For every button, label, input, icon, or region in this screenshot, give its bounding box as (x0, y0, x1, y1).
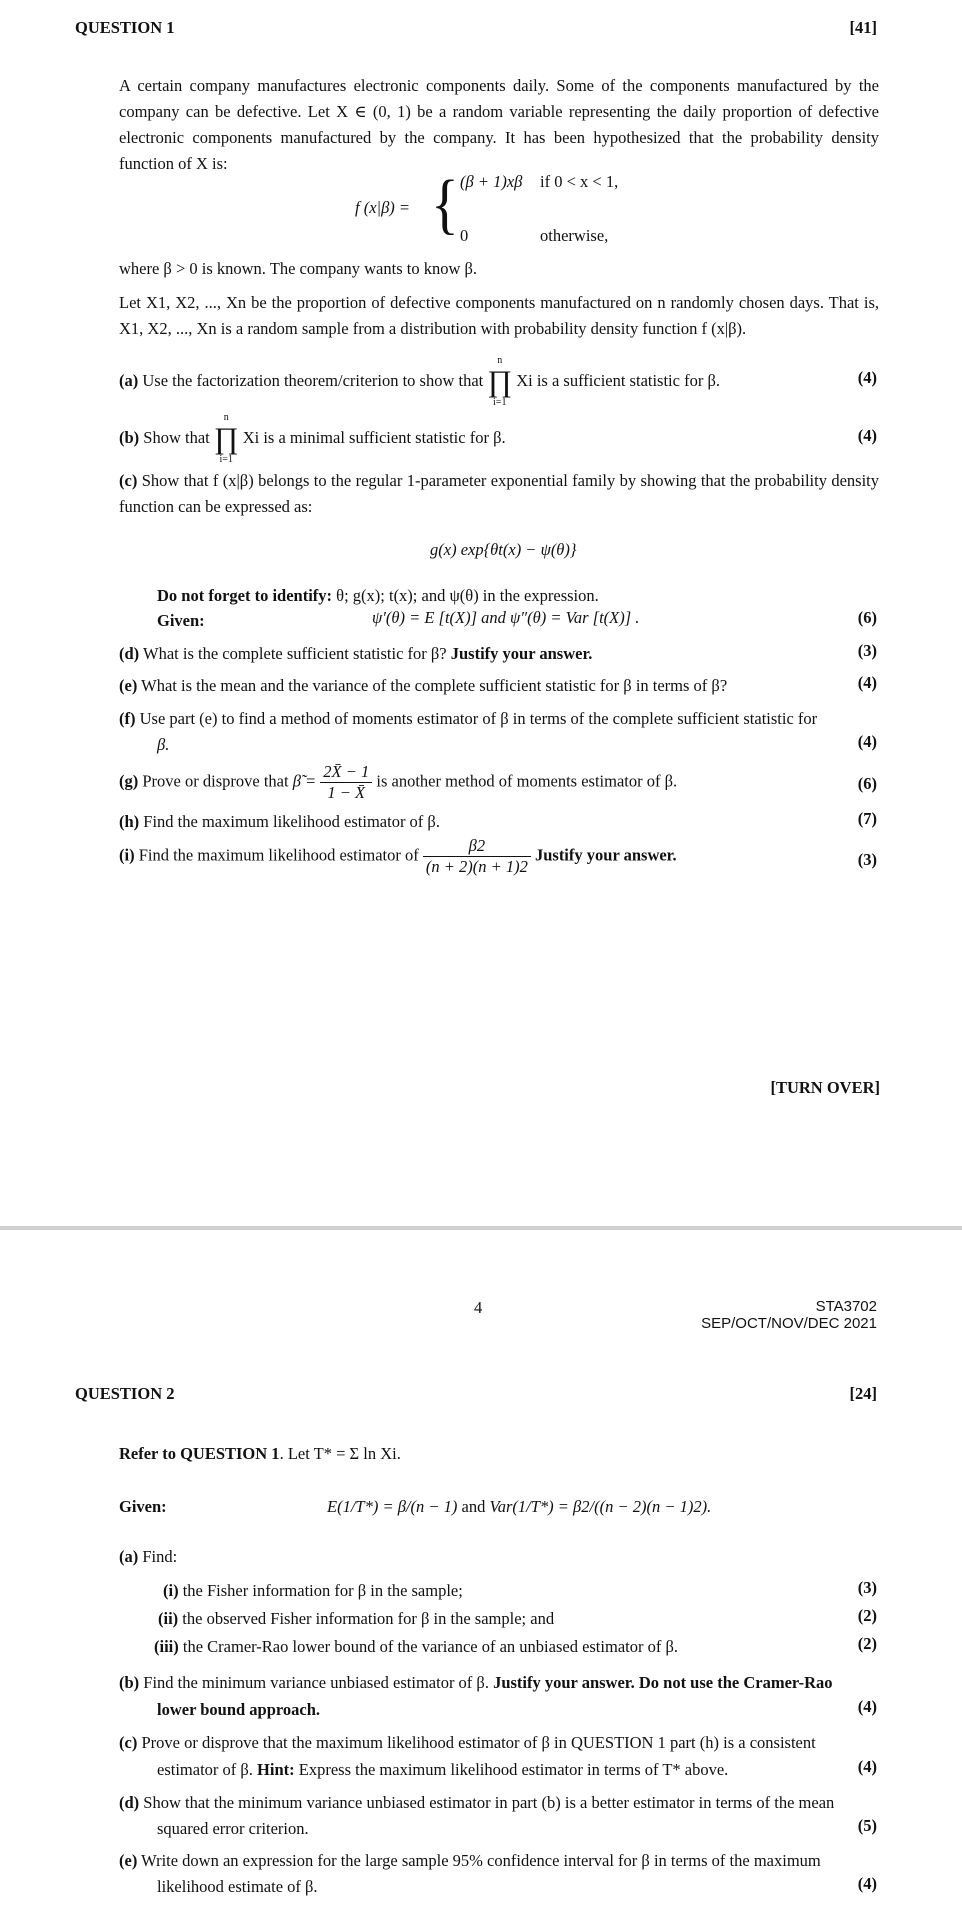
question-1g-fraction (320, 762, 372, 803)
question-1-intro: A certain company manufactures electronic components daily. Some of the components manufactured by the company can be defective. Let X ∈ (0, 1) be a random variable representing the daily proportion of defective electronic components manufactured by the company. It has been hypothesized that the probability density function of X is: (119, 76, 879, 173)
product-lower: i=1 (493, 397, 507, 408)
product-upper: n (497, 355, 503, 366)
question-1c-label: (c) (119, 471, 138, 490)
question-2aii-text: the observed Fisher information for β in the sample; and (182, 1609, 555, 1628)
question-1b-label: (b) (119, 427, 140, 447)
question-2a-text: Find: (142, 1547, 178, 1566)
question-1g-lhs: β̃ = (292, 771, 317, 791)
question-2ai-text: the Fisher information for β in the sample; (182, 1581, 463, 1600)
question-1-marks: [41] (849, 18, 877, 37)
product-sign-b: ∏ (213, 422, 239, 455)
turn-over: [TURN OVER] (770, 1078, 880, 1097)
question-2d-text: Show that the minimum variance unbiased estimator in part (b) is a better estimator in terms of the mean (143, 1793, 835, 1812)
question-1i-denominator: (n + 2)(n + 1)2 (425, 857, 528, 876)
sample-text: Let X1, X2, ..., Xn be the proportion of defective components manufactured on n randomly chosen days. That is, X1, X2, ..., Xn is a random sample from a distribution with probability density function f (x|β). (119, 293, 879, 338)
question-2ai-marks: (3) (857, 1578, 877, 1597)
refer-line (119, 1444, 401, 1464)
question-2ai (163, 1578, 463, 1604)
pdf-case1-cond: if 0 < x < 1, (540, 172, 619, 191)
given-expr-2a: E(1/T*) = β/(n − 1) (327, 1497, 458, 1516)
question-1f-label: (f) (119, 709, 136, 728)
where-text: where β > 0 is known. The company wants to know β. (119, 259, 478, 278)
question-2c-marks: (4) (857, 1757, 877, 1776)
question-1f-text2: β. (157, 735, 170, 754)
question-2d (119, 1790, 879, 1816)
question-2e-label: (e) (119, 1851, 138, 1870)
question-1i (119, 836, 879, 888)
question-1a-text-post: Xi is a sufficient statistic for β. (516, 370, 720, 390)
question-1c-marks: (6) (857, 608, 877, 627)
given-label-1c: Given: (157, 611, 205, 630)
question-2c-line2 (157, 1757, 877, 1783)
question-1h-marks: (7) (857, 809, 877, 828)
question-1a-label: (a) (119, 370, 139, 390)
question-2b-label: (b) (119, 1673, 140, 1692)
refer-rest: . Let T* = Σ ln Xi. (279, 1444, 401, 1463)
question-1i-text-pre: Find the maximum likelihood estimator of (138, 845, 419, 865)
given-and: and (461, 1497, 486, 1516)
pdf-case2-cond: otherwise, (540, 226, 609, 245)
question-2-marks: [24] (849, 1384, 877, 1403)
question-1g-text-post: is another method of moments estimator of β. (376, 771, 678, 791)
question-1d (119, 641, 879, 667)
question-1g (119, 762, 879, 812)
question-2c-text2-pre: estimator of β. (157, 1760, 253, 1779)
question-1g-text-pre: Prove or disprove that (142, 771, 289, 791)
question-1h-label: (h) (119, 812, 140, 831)
question-1c (119, 468, 879, 520)
question-2b-marks: (4) (857, 1697, 877, 1716)
question-1a-text-pre: Use the factorization theorem/criterion to show that (142, 370, 484, 390)
refer-bold: Refer to QUESTION 1 (119, 1444, 280, 1463)
question-2ai-label: (i) (163, 1581, 179, 1600)
given-expr-2b: Var(1/T*) = β2/((n − 2)(n − 1)2). (489, 1497, 712, 1516)
question-2c-hint: Hint: (257, 1760, 295, 1779)
question-2c-text: Prove or disprove that the maximum likelihood estimator of β in QUESTION 1 part (h) is a consistent (141, 1733, 816, 1752)
question-2aiii-marks: (2) (857, 1634, 877, 1653)
question-2d-text2: squared error criterion. (157, 1819, 309, 1838)
question-2a (119, 1544, 879, 1570)
question-1-title: QUESTION 1 (75, 18, 175, 37)
question-2e-marks: (4) (857, 1874, 877, 1893)
question-1f-text: Use part (e) to find a method of moments estimator of β in terms of the complete sufficient statistic for (139, 709, 818, 728)
question-2e-text2: likelihood estimate of β. (157, 1877, 318, 1896)
question-2-title: QUESTION 2 (75, 1384, 175, 1403)
question-1g-label: (g) (119, 771, 139, 791)
question-1i-numerator: β2 (423, 836, 531, 857)
question-1d-label: (d) (119, 644, 140, 663)
pdf-lhs: f (x|β) = (355, 198, 411, 217)
question-1i-fraction (423, 836, 531, 877)
exponential-family-formula: g(x) exp{θt(x) − ψ(θ)} (430, 540, 577, 559)
identify-bold: Do not forget to identify: (157, 586, 333, 605)
question-1e-text: What is the mean and the variance of the complete sufficient statistic for β in terms of β? (141, 676, 728, 695)
question-2aii-label: (ii) (158, 1609, 179, 1628)
question-2b-text: Find the minimum variance unbiased estimator of β. (143, 1673, 489, 1692)
question-1a (119, 355, 879, 407)
page-divider (0, 1226, 962, 1230)
product-operator-b (214, 412, 239, 466)
given-expr-1c: ψ′(θ) = E [t(X)] and ψ″(θ) = Var [t(X)] . (372, 608, 640, 627)
question-1g-marks: (6) (857, 774, 877, 793)
question-2aiii-text: the Cramer-Rao lower bound of the variance of an unbiased estimator of β. (182, 1637, 678, 1656)
question-2b-bold: Justify your answer. Do not use the Cramer-Rao (493, 1673, 833, 1692)
question-1e (119, 673, 879, 699)
question-2e (119, 1848, 879, 1874)
question-1f-marks: (4) (857, 732, 877, 751)
question-1h-text: Find the maximum likelihood estimator of β. (143, 812, 440, 831)
question-2c-text2-post: Express the maximum likelihood estimator in terms of T* above. (298, 1760, 729, 1779)
question-1b-marks: (4) (857, 426, 877, 445)
pdf-case1-expr: (β + 1)xβ (460, 172, 523, 191)
question-2b-bold2: lower bound approach. (157, 1700, 321, 1719)
question-1b-text-post: Xi is a minimal sufficient statistic for β. (242, 427, 506, 447)
question-2e-text: Write down an expression for the large sample 95% confidence interval for β in terms of the maximum (141, 1851, 821, 1870)
question-1d-marks: (3) (857, 641, 877, 660)
question-1d-text: What is the complete sufficient statistic for β? (143, 644, 447, 663)
product-upper-b: n (223, 412, 229, 423)
product-sign: ∏ (487, 365, 513, 398)
question-1g-numerator: 2X̄ − 1 (320, 762, 372, 783)
question-2c (119, 1730, 879, 1756)
pdf-case2-expr: 0 (460, 226, 469, 245)
question-1b-text-pre: Show that (143, 427, 210, 447)
course-code: STA3702 (815, 1298, 877, 1315)
identify-line (157, 583, 877, 609)
question-1a-marks: (4) (857, 368, 877, 387)
question-2aiii-label: (iii) (154, 1637, 179, 1656)
question-2c-label: (c) (119, 1733, 138, 1752)
question-2aii-marks: (2) (857, 1606, 877, 1625)
session: SEP/OCT/NOV/DEC 2021 (701, 1315, 877, 1332)
question-2d-marks: (5) (857, 1816, 877, 1835)
given-expr-2 (327, 1497, 711, 1517)
question-1e-label: (e) (119, 676, 138, 695)
question-2d-label: (d) (119, 1793, 140, 1812)
product-lower-b: i=1 (219, 454, 233, 465)
question-2aiii (154, 1634, 678, 1660)
pdf-definition (355, 166, 655, 250)
question-1c-text: Show that f (x|β) belongs to the regular 1-parameter exponential family by showing that the probability density function can be expressed as: (119, 471, 880, 516)
product-operator (487, 355, 512, 409)
question-1d-bold: Justify your answer. (450, 644, 593, 663)
question-1i-label: (i) (119, 845, 135, 865)
given-label-2: Given: (119, 1497, 167, 1516)
question-1i-marks: (3) (857, 850, 877, 869)
pdf-brace: { (431, 166, 459, 241)
question-1f (119, 706, 879, 732)
question-2aii (158, 1606, 554, 1632)
question-2b (119, 1670, 879, 1696)
identify-rest: θ; g(x); t(x); and ψ(θ) in the expression. (336, 586, 599, 605)
question-1b (119, 412, 879, 464)
question-1e-marks: (4) (857, 673, 877, 692)
question-1g-denominator: 1 − X̄ (327, 783, 366, 802)
page-number: 4 (474, 1298, 483, 1317)
question-1h (119, 809, 879, 835)
question-1i-bold: Justify your answer. (534, 845, 677, 865)
question-2a-label: (a) (119, 1547, 139, 1566)
